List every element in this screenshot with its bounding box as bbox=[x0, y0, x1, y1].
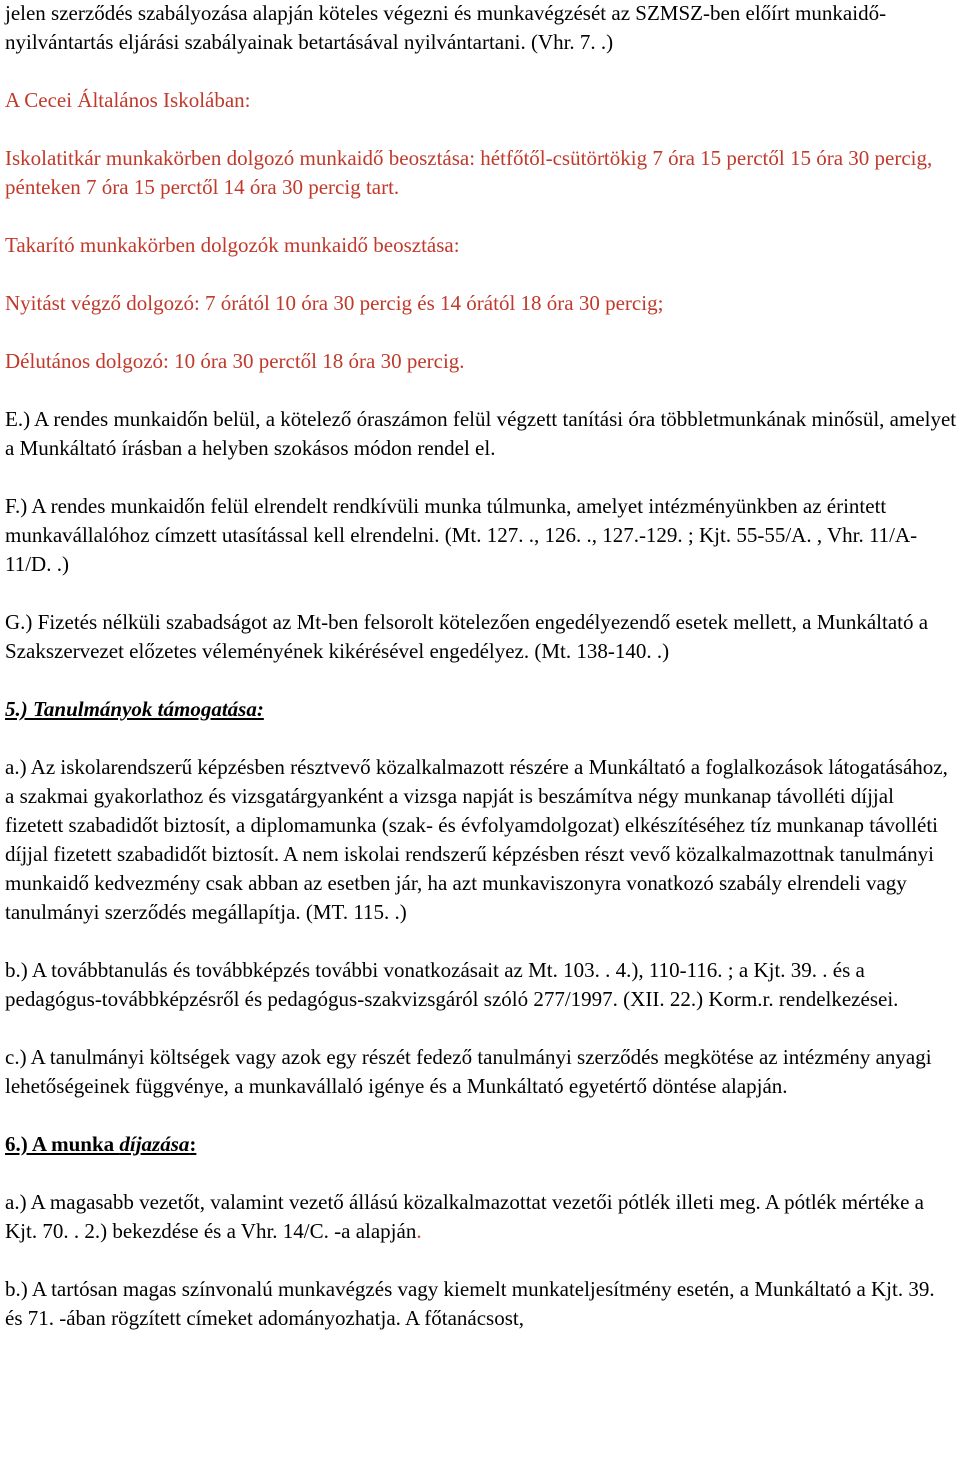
document-page bbox=[5, 0, 957, 1333]
paragraph-record-keeping: jelen szerződés szabályozása alapján köteles végezni és munkavégzését az SZMSZ-ben előírt munkaidő-nyilvántartás eljárási szabályainak betartásával nyilvántartani. (Vhr. 7. .) bbox=[5, 1, 887, 54]
paragraph-text: a.) A magasabb vezetőt, valamint vezető állású közalkalmazottat vezetői pótlék illeti meg. A pótlék mértéke a Kjt. 70. . 2.) bekezdése és a Vhr. 14/C. -a alapján bbox=[5, 1190, 925, 1243]
paragraph-b-further-training: b.) A továbbtanulás és továbbképzés további vonatkozásait az Mt. 103. . 4.), 110-116. ; a Kjt. 39. . és a pedagógus-továbbképzésről és pedagógus-szakvizsgáról szóló 277/1997. (XII. 22.) Korm.r. rendelkezései. bbox=[5, 958, 899, 1011]
paragraph-f-overtime: F.) A rendes munkaidőn felül elrendelt rendkívüli munka túlmunka, amelyet intézményünkben az érintett munkavállalóhoz címzett utasítással kell elrendelni. (Mt. 127. ., 126. ., 127.-129. ; Kjt. 55-55/A. , Vhr. 11/A-11/D. .) bbox=[5, 494, 918, 576]
paragraph-cleaner-heading: Takarító munkakörben dolgozók munkaidő beosztása: bbox=[5, 233, 460, 257]
heading-suffix: : bbox=[189, 1132, 197, 1156]
paragraph-e-extra-work: E.) A rendes munkaidőn belül, a kötelező óraszámon felül végzett tanítási óra többletmunkának minősül, amelyet a Munkáltató írásban a helyben szokásos módon rendel el. bbox=[5, 407, 957, 460]
section-heading-studies: 5.) Tanulmányok támogatása: bbox=[5, 697, 264, 721]
paragraph-b-titles: b.) A tartósan magas színvonalú munkavégzés vagy kiemelt munkateljesítmény esetén, a Munkáltató a Kjt. 39. és 71. -ában rögzített címeket adományozhatja. A főtanácsost, bbox=[5, 1277, 935, 1330]
paragraph-secretary-hours: Iskolatitkár munkakörben dolgozó munkaidő beosztása: hétfőtől-csütörtökig 7 óra 15 perctől 15 óra 30 percig, pénteken 7 óra 15 perctől 14 óra 30 percig tart. bbox=[5, 146, 933, 199]
school-heading: A Cecei Általános Iskolában: bbox=[5, 88, 251, 112]
paragraph-g-unpaid-leave: G.) Fizetés nélküli szabadságot az Mt-ben felsorolt kötelezően engedélyezendő esetek mellett, a Munkáltató a Szakszervezet előzetes véleményének kikérésével engedélyez. (Mt. 138-140. .) bbox=[5, 610, 929, 663]
heading-italic: díjazása bbox=[119, 1132, 190, 1156]
paragraph-a-manager-allowance bbox=[5, 1188, 957, 1246]
paragraph-afternoon-shift: Délutános dolgozó: 10 óra 30 perctől 18 óra 30 percig. bbox=[5, 349, 465, 373]
paragraph-opening-shift: Nyitást végző dolgozó: 7 órától 10 óra 30 percig és 14 órától 18 óra 30 percig; bbox=[5, 291, 664, 315]
paragraph-a-study-leave: a.) Az iskolarendszerű képzésben résztvevő közalkalmazott részére a Munkáltató a foglalkozások látogatásához, a szakmai gyakorlathoz és vizsgatárgyanként a vizsga napját is beszámítva négy munkanap távolléti díjjal fizetett szabadidőt biztosít, a diplomamunka (szak- és évfolyamdolgozat) elkészítéséhez tíz munkanap távolléti díjjal fizetett szabadidőt biztosít. A nem iskolai rendszerű képzésben részt vevő közalkalmazottnak tanulmányi munkaidő kedvezmény csak abban az esetben jár, ha azt munkaviszonyra vonatkozó szabály elrendeli vagy tanulmányi szerződés megállapítja. (MT. 115. .) bbox=[5, 755, 948, 924]
red-period: . bbox=[416, 1219, 422, 1243]
heading-prefix: 6.) A munka bbox=[5, 1132, 120, 1156]
paragraph-c-study-contract: c.) A tanulmányi költségek vagy azok egy részét fedező tanulmányi szerződés megkötése az intézmény anyagi lehetőségeinek függvénye, a munkavállaló igénye és a Munkáltató egyetértő döntése alapján. bbox=[5, 1045, 932, 1098]
section-heading-remuneration bbox=[5, 1130, 957, 1159]
